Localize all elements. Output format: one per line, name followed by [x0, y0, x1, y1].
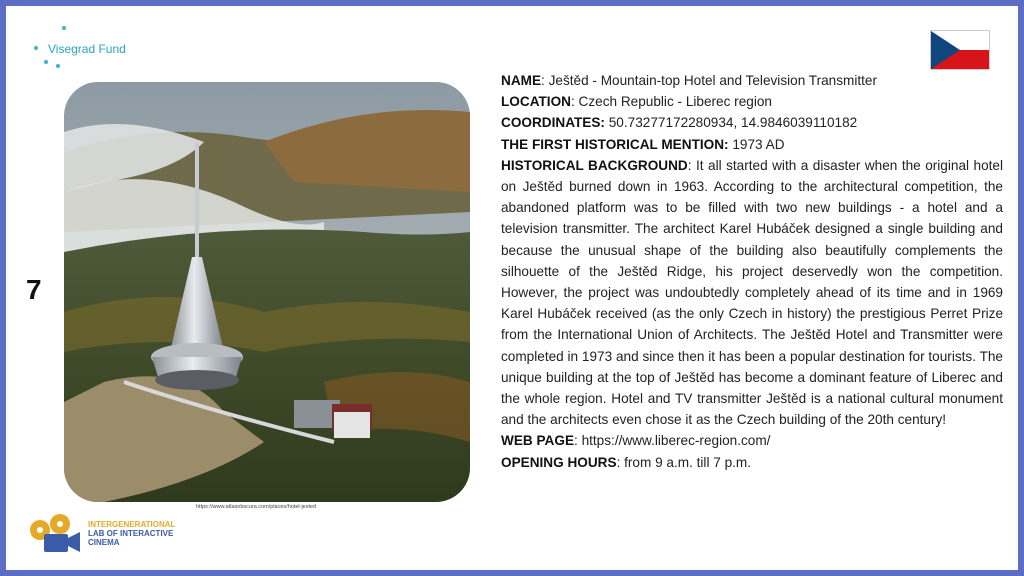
name-label: NAME: [501, 73, 542, 88]
mention-label: THE FIRST HISTORICAL MENTION:: [501, 136, 729, 152]
info-name: [501, 70, 1003, 91]
lab-name-line1: INTERGENERATIONAL: [88, 520, 176, 529]
slide: [6, 6, 1018, 570]
visegrad-fund-logo: [28, 26, 148, 76]
info-historical-background: [501, 155, 1003, 431]
name-value: : Ještěd - Mountain-top Hotel and Television Transmitter: [541, 73, 878, 88]
jested-photo: [64, 82, 470, 502]
info-opening-hours: [501, 452, 1003, 473]
info-first-mention: [501, 134, 1003, 155]
lab-name: [88, 520, 175, 547]
film-camera-icon: [28, 512, 84, 558]
hours-value: : from 9 a.m. till 7 p.m.: [616, 454, 752, 470]
background-value: : It all started with a disaster when the original hotel on Ještěd burned down in 1963. According to the architectural competition, the abandoned platform was to be filled with two new buildings - a hotel and a television transmitter. The architect Karel Hubáček designed a single building and because the unusual shape of the building also beautifully complements the silhouette of the Ještěd Ridge, his project deservedly won the competition. However, the project was undoubtedly completely ahead of its time and in 1969 Karel Hubáček received (as the only Czech in history) the prestigious Perret Prize from the International Union of Architects. The Ještěd Hotel and Transmitter were completed in 1973 and since then it has been a popular destination for tourists. The unique building at the top of Ještěd has become a dominant feature of Liberec and the whole region. Hotel and TV transmitter Ještěd is a national cultural monument and the architects even chose it as the Czech building of the 20th century!: [501, 157, 1003, 428]
mention-value: 1973 AD: [728, 136, 785, 152]
czech-flag-icon: [930, 30, 990, 70]
background-label: HISTORICAL BACKGROUND: [501, 157, 688, 173]
coordinates-label: COORDINATES:: [501, 115, 605, 131]
web-value: : https://www.liberec-region.com/: [574, 433, 771, 449]
info-coordinates: [501, 112, 1003, 133]
landmark-info: [501, 70, 1003, 473]
jested-tower-image: [64, 82, 470, 502]
lab-name-line2: LAB OF INTERACTIVE: [88, 529, 174, 538]
web-label: WEB PAGE: [501, 433, 575, 449]
hours-label: OPENING HOURS: [501, 454, 617, 470]
info-web-page: [501, 430, 1003, 451]
photo-credit: https://www.atlasobscura.com/places/hotel-jested: [196, 504, 317, 510]
info-location: [501, 91, 1003, 112]
slide-number: 7: [26, 274, 42, 305]
coordinates-value: 50.73277172280934, 14.9846039110182: [604, 115, 858, 131]
brand-name: Visegrad Fund: [48, 42, 126, 56]
location-label: LOCATION: [501, 94, 571, 110]
lab-logo: [28, 512, 198, 558]
lab-name-line3: CINEMA: [88, 538, 120, 547]
location-value: : Czech Republic - Liberec region: [570, 94, 772, 110]
